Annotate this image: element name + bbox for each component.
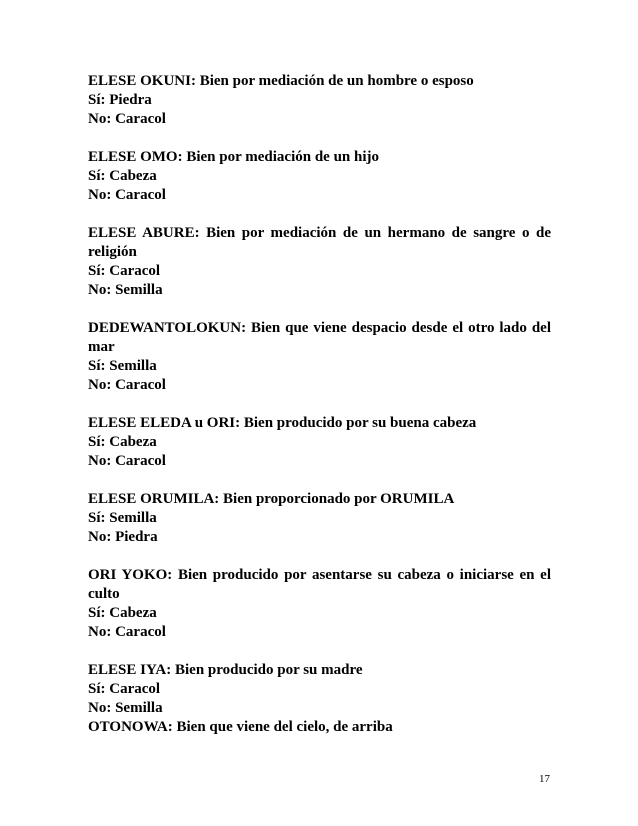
entry-yes: Sí: Semilla	[88, 510, 157, 526]
entry-heading: ELESE ABURE: Bien por mediación de un hermano de sangre o de religión	[88, 225, 551, 260]
entry-no: No: Caracol	[88, 624, 166, 640]
entry-ori-yoko	[88, 566, 551, 642]
entry-elese-orumila	[88, 490, 551, 547]
entry-heading: ORI YOKO: Bien producido por asentarse su cabeza o iniciarse en el culto	[88, 567, 551, 602]
entry-heading: DEDEWANTOLOKUN: Bien que viene despacio desde el otro lado del mar	[88, 320, 551, 355]
entry-otonowa-heading: OTONOWA: Bien que viene del cielo, de arriba	[88, 719, 393, 735]
entry-no: No: Caracol	[88, 111, 166, 127]
document-body	[88, 72, 551, 737]
entry-no: No: Semilla	[88, 282, 163, 298]
entry-dedewantolokun	[88, 319, 551, 395]
entry-heading: ELESE ELEDA u ORI: Bien producido por su buena cabeza	[88, 415, 477, 431]
entry-elese-iya	[88, 661, 551, 718]
entry-yes: Sí: Caracol	[88, 681, 161, 697]
entry-heading: ELESE OMO: Bien por mediación de un hijo	[88, 149, 380, 165]
entry-heading: ELESE OKUNI: Bien por mediación de un hombre o esposo	[88, 73, 474, 89]
entry-elese-abure	[88, 224, 551, 300]
entry-yes: Sí: Semilla	[88, 358, 157, 374]
entry-heading: ELESE ORUMILA: Bien proporcionado por ORUMILA	[88, 491, 455, 507]
entry-no: No: Caracol	[88, 187, 166, 203]
entry-no: No: Caracol	[88, 377, 166, 393]
page-number: 17	[539, 773, 550, 785]
entry-yes: Sí: Cabeza	[88, 605, 157, 621]
entry-no: No: Semilla	[88, 700, 163, 716]
entry-yes: Sí: Caracol	[88, 263, 161, 279]
entry-elese-okuni	[88, 72, 551, 129]
entry-yes: Sí: Cabeza	[88, 168, 157, 184]
entry-yes: Sí: Piedra	[88, 92, 152, 108]
entry-no: No: Piedra	[88, 529, 158, 545]
entry-elese-eleda	[88, 414, 551, 471]
entry-heading: ELESE IYA: Bien producido por su madre	[88, 662, 363, 678]
entry-elese-omo	[88, 148, 551, 205]
entry-no: No: Caracol	[88, 453, 166, 469]
entry-yes: Sí: Cabeza	[88, 434, 157, 450]
